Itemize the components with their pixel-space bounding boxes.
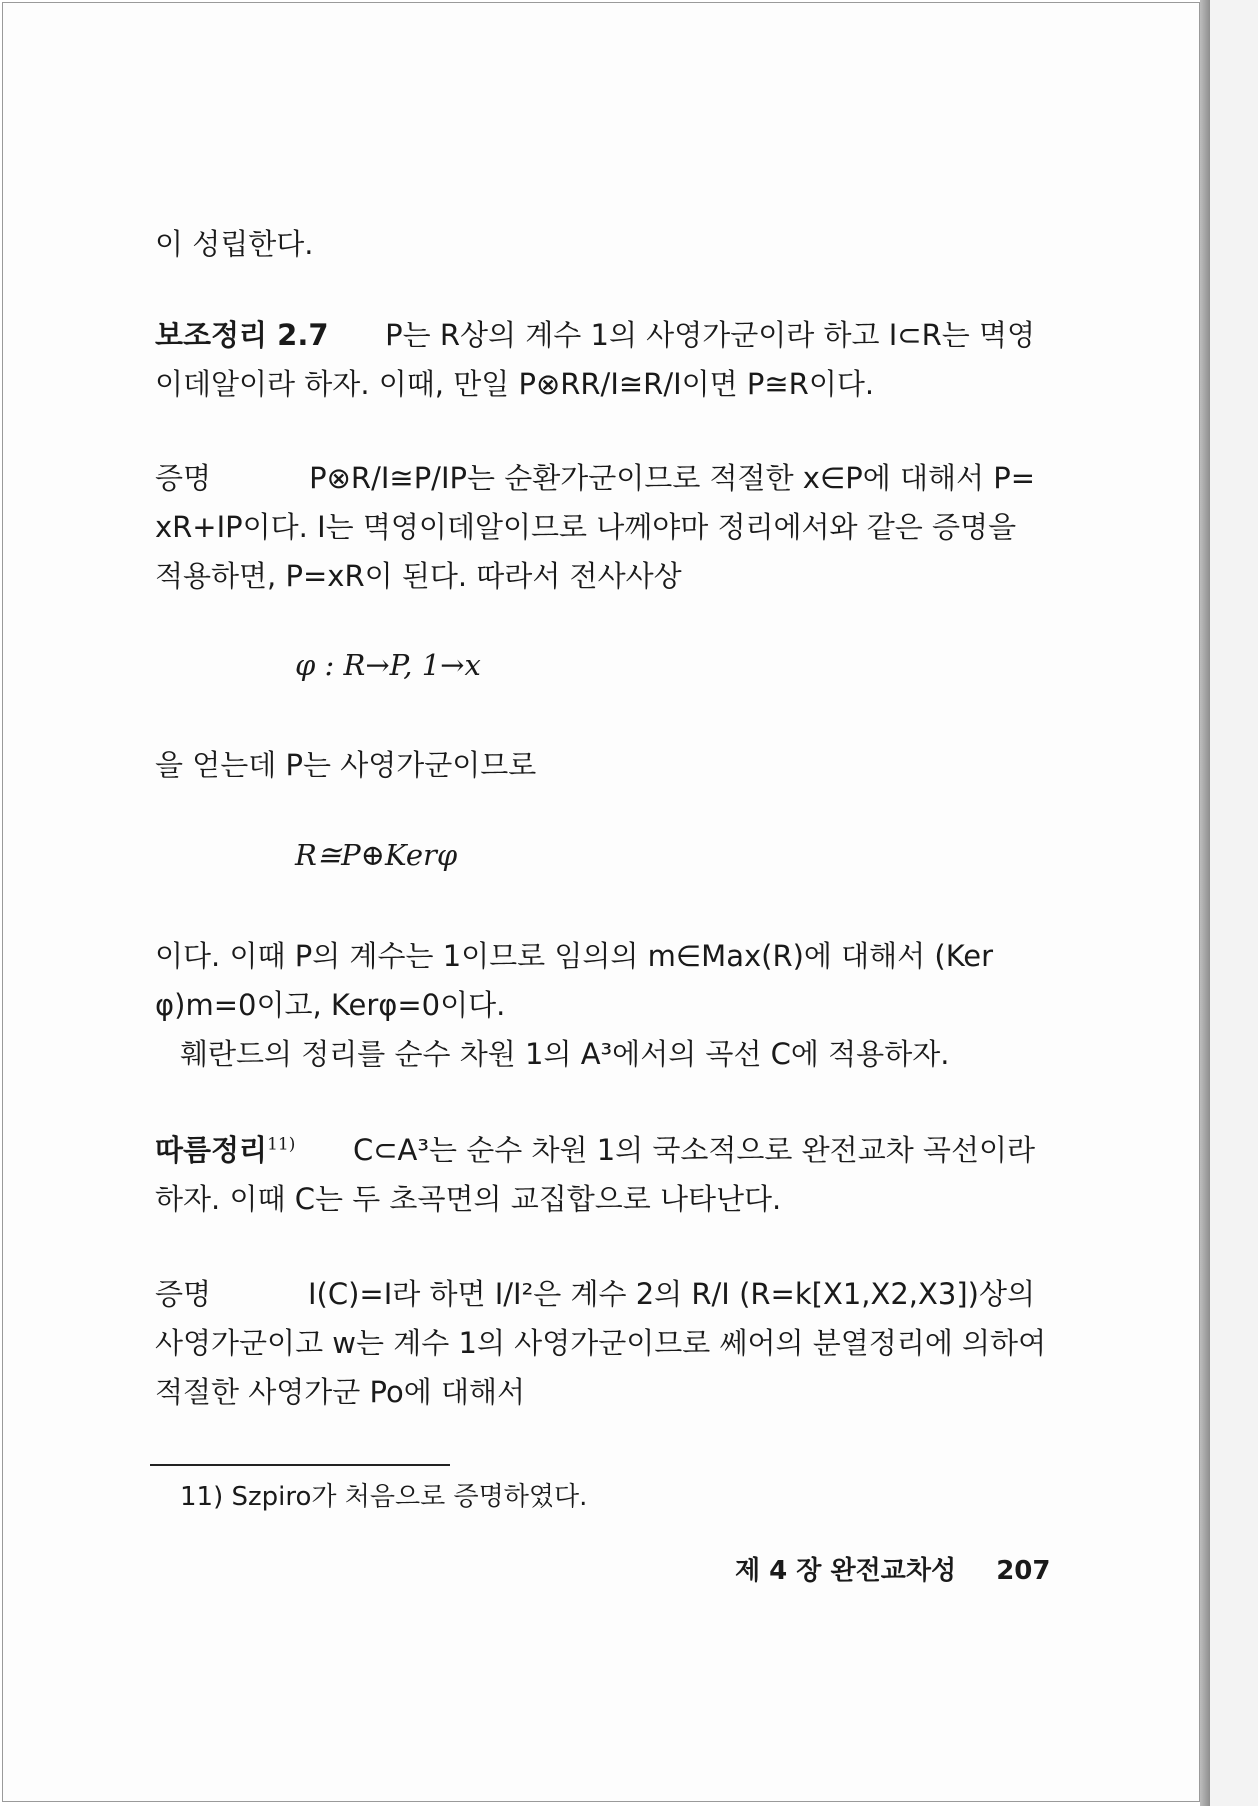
- book-page: [2, 2, 1200, 1802]
- footnote-rule: [150, 1464, 450, 1466]
- corollary-statement-b: 하자. 이때 C는 두 초곡면의 교집합으로 나타난다.: [155, 1182, 782, 1216]
- corollary-line-1: [155, 1128, 1035, 1169]
- running-footer: [735, 1550, 1050, 1587]
- text-line: 이다. 이때 P의 계수는 1이므로 임의의 m∈Max(R)에 대해서 (Ker: [155, 939, 994, 973]
- page-number: 207: [996, 1556, 1051, 1586]
- proof2-text-b: 사영가군이고 w는 계수 1의 사영가군이므로 쎄어의 분열정리에 의하여: [155, 1326, 1047, 1360]
- text-line: 훼란드의 정리를 순수 차원 1의 A³에서의 곡선 C에 적용하자.: [180, 1037, 950, 1071]
- proof1-line-1: [155, 456, 1035, 497]
- proof2-line-1: [155, 1272, 1035, 1313]
- text-line: 이 성립한다.: [155, 227, 314, 261]
- footnote-ref: 11): [267, 1134, 296, 1155]
- equation-phi: φ : R→P, 1→x: [295, 648, 481, 682]
- corollary-heading: 따름정리: [155, 1133, 268, 1167]
- lemma-statement-a: P는 R상의 계수 1의 사영가군이라 하고 I⊂R는 멱영: [385, 318, 1035, 352]
- chapter-title: 제 4 장 완전교차성: [735, 1556, 957, 1586]
- proof2-text-a: I(C)=I라 하면 I/I²은 계수 2의 R/I (R=k[X1,X2,X3])상의: [307, 1277, 1035, 1311]
- equation-decomposition: R≅P⊕Kerφ: [295, 838, 458, 872]
- proof1-text-b: xR+IP이다. I는 멱영이데알이므로 나께야마 정리에서와 같은 증명을: [155, 510, 1017, 544]
- footnote: 11) Szpiro가 처음으로 증명하였다.: [180, 1482, 588, 1512]
- lemma-line-1: [155, 313, 1035, 354]
- proof2-heading: 증명: [155, 1277, 212, 1311]
- text-line: 을 얻는데 P는 사영가군이므로: [155, 748, 537, 782]
- lemma-statement-b: 이데알이라 하자. 이때, 만일 P⊗RR/I≅R/I이면 P≅R이다.: [155, 367, 875, 401]
- proof1-heading: 증명: [155, 461, 212, 495]
- corollary-statement-a: C⊂A³는 순수 차원 1의 국소적으로 완전교차 곡선이라: [352, 1133, 1035, 1167]
- text-line: φ)m=0이고, Kerφ=0이다.: [155, 988, 506, 1022]
- proof2-text-c: 적절한 사영가군 Po에 대해서: [155, 1375, 526, 1409]
- proof1-text-a: P⊗R/I≅P/IP는 순환가군이므로 적절한 x∈P에 대해서 P=: [309, 461, 1035, 495]
- page-edge-shadow: [1200, 0, 1210, 1806]
- page-edge-margin: [1210, 0, 1258, 1806]
- proof1-text-c: 적용하면, P=xR이 된다. 따라서 전사사상: [155, 559, 682, 593]
- lemma-heading: 보조정리 2.7: [155, 318, 329, 352]
